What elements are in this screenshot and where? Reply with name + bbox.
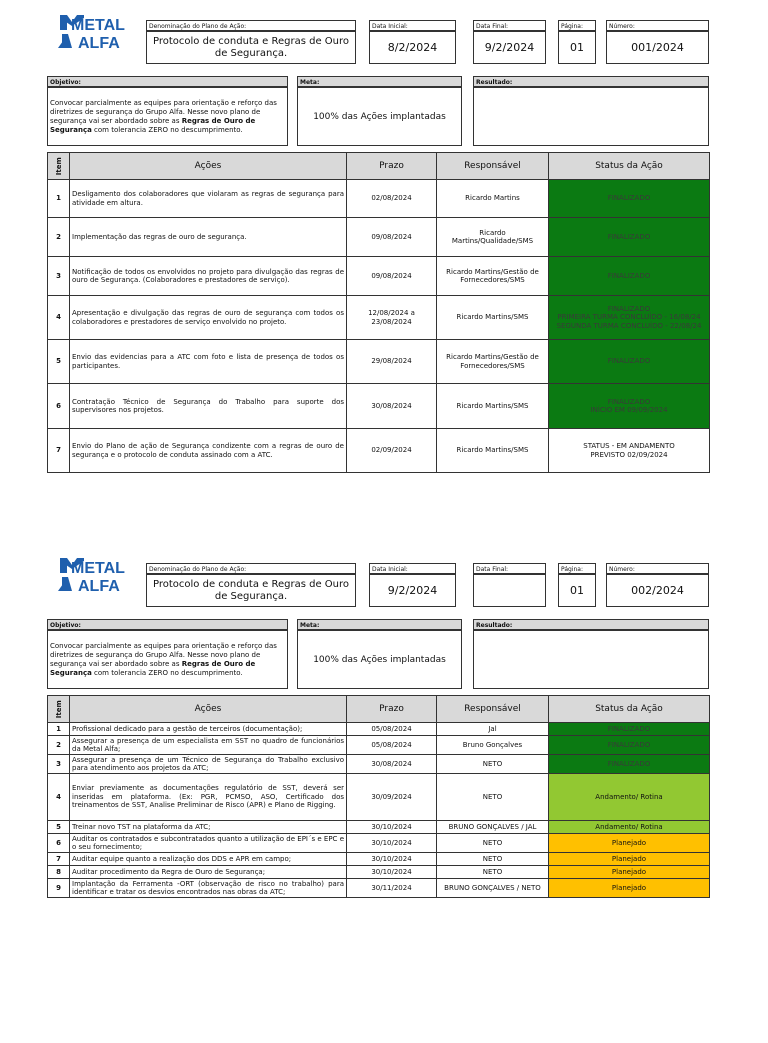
status-cell: Planejado [549, 834, 710, 853]
acao-cell: Envio do Plano de ação de Segurança condizente com a regras de ouro de segurança e o protocolo de conduta assinado com a ATC. [70, 429, 347, 473]
prazo-cell: 02/08/2024 [347, 180, 437, 218]
status-cell: Andamento/ Rotina [549, 821, 710, 834]
table-row [48, 774, 710, 821]
item-header: Item [48, 153, 70, 180]
data-inicial-label: Data Inicial: [369, 20, 456, 31]
acao-cell: Notificação de todos os envolvidos no projeto para divulgação das regras de ouro de Segurança. (Colaboradores e prestadores de serviço). [70, 257, 347, 296]
item-cell: 1 [48, 723, 70, 736]
table-row [48, 853, 710, 866]
table-row [48, 821, 710, 834]
table-row [48, 866, 710, 879]
status-cell: FINALIZADO [549, 755, 710, 774]
pagina-value: 01 [558, 31, 596, 64]
table-row [48, 384, 710, 429]
resultado-label: Resultado: [473, 619, 709, 630]
prazo-cell: 30/10/2024 [347, 821, 437, 834]
prazo-cell: 09/08/2024 [347, 218, 437, 257]
acoes-header: Ações [70, 153, 347, 180]
responsavel-cell: Jal [437, 723, 549, 736]
item-cell: 7 [48, 853, 70, 866]
logo-text-1: METAL [71, 560, 125, 577]
responsavel-header: Responsável [437, 696, 549, 723]
item-cell: 6 [48, 834, 70, 853]
status-cell: FINALIZADO [549, 180, 710, 218]
responsavel-cell: NETO [437, 834, 549, 853]
item-header: Item [48, 696, 70, 723]
acao-cell: Assegurar a presença de um Técnico de Segurança do Trabalho exclusivo para atendimento aos projetos da ATC; [70, 755, 347, 774]
table-row [48, 218, 710, 257]
pagina-value: 01 [558, 574, 596, 607]
actions-table [47, 695, 710, 898]
metal-alfa-logo [58, 555, 130, 603]
prazo-cell: 30/09/2024 [347, 774, 437, 821]
logo-text-2: ALFA [78, 578, 120, 595]
denominacao-label: Denominação do Plano de Ação: [146, 563, 356, 574]
numero-value: 001/2024 [606, 31, 709, 64]
status-cell: FINALIZADO INÍCIO EM 09/09/2024 [549, 384, 710, 429]
acao-cell: Desligamento dos colaboradores que violaram as regras de segurança para atividade em altura. [70, 180, 347, 218]
responsavel-cell: NETO [437, 853, 549, 866]
status-cell: Planejado [549, 879, 710, 898]
status-header: Status da Ação [549, 696, 710, 723]
meta-label: Meta: [297, 76, 462, 87]
data-final-label: Data Final: [473, 563, 546, 574]
prazo-cell: 30/10/2024 [347, 834, 437, 853]
status-cell: FINALIZADO [549, 257, 710, 296]
item-cell: 7 [48, 429, 70, 473]
status-cell: FINALIZADO PRIMEIRA TURMA CONCLUÍDO - 16/08/24 SEGUNDA TURMA CONCLUÍDO - 22/08/24 [549, 296, 710, 340]
acoes-header: Ações [70, 696, 347, 723]
acao-cell: Profissional dedicado para a gestão de terceiros (documentação); [70, 723, 347, 736]
table-row [48, 755, 710, 774]
responsavel-cell: Ricardo Martins/SMS [437, 296, 549, 340]
acao-cell: Apresentação e divulgação das regras de ouro de segurança com todos os colaboradores e prestadores de serviço envolvido no projeto. [70, 296, 347, 340]
resultado-label: Resultado: [473, 76, 709, 87]
prazo-cell: 30/08/2024 [347, 384, 437, 429]
table-row [48, 257, 710, 296]
item-cell: 5 [48, 340, 70, 384]
prazo-header: Prazo [347, 153, 437, 180]
denominacao-value: Protocolo de conduta e Regras de Ouro de Segurança. [146, 31, 356, 64]
acao-cell: Implantação da Ferramenta -ORT (observação de risco no trabalho) para identificar e tratar os desvios encontrados nas obras da ATC; [70, 879, 347, 898]
item-cell: 8 [48, 866, 70, 879]
prazo-cell: 12/08/2024 a 23/08/2024 [347, 296, 437, 340]
table-row [48, 834, 710, 853]
numero-label: Número: [606, 563, 709, 574]
acao-cell: Assegurar a presença de um especialista em SST no quadro de funcionários da Metal Alfa; [70, 736, 347, 755]
item-cell: 2 [48, 218, 70, 257]
pagina-label: Página: [558, 563, 596, 574]
prazo-cell: 30/10/2024 [347, 866, 437, 879]
item-cell: 3 [48, 257, 70, 296]
prazo-cell: 30/10/2024 [347, 853, 437, 866]
objetivo-value: Convocar parcialmente as equipes para orientação e reforço das diretrizes de segurança do Grupo Alfa. Nesse novo plano de segurança vai ser abordado sobre as Regras de Ouro de Segurança com tolerancia ZERO no descumprimento. [47, 87, 288, 146]
item-cell: 6 [48, 384, 70, 429]
meta-label: Meta: [297, 619, 462, 630]
table-header-row [48, 696, 710, 723]
objetivo-label: Objetivo: [47, 76, 288, 87]
resultado-value [473, 630, 709, 689]
item-cell: 4 [48, 774, 70, 821]
data-inicial-label: Data Inicial: [369, 563, 456, 574]
item-cell: 3 [48, 755, 70, 774]
prazo-cell: 05/08/2024 [347, 723, 437, 736]
logo-text-2: ALFA [78, 35, 120, 52]
status-cell: FINALIZADO [549, 723, 710, 736]
responsavel-cell: BRUNO GONÇALVES / JAL [437, 821, 549, 834]
metal-alfa-logo [58, 12, 130, 60]
prazo-cell: 02/09/2024 [347, 429, 437, 473]
responsavel-cell: BRUNO GONÇALVES / NETO [437, 879, 549, 898]
status-cell: FINALIZADO [549, 218, 710, 257]
table-row [48, 736, 710, 755]
acao-cell: Implementação das regras de ouro de segurança. [70, 218, 347, 257]
responsavel-cell: Ricardo Martins [437, 180, 549, 218]
responsavel-cell: Bruno Gonçalves [437, 736, 549, 755]
numero-label: Número: [606, 20, 709, 31]
table-row [48, 879, 710, 898]
denominacao-label: Denominação do Plano de Ação: [146, 20, 356, 31]
objetivo-value: Convocar parcialmente as equipes para orientação e reforço das diretrizes de segurança do Grupo Alfa. Nesse novo plano de segurança vai ser abordado sobre as Regras de Ouro de Segurança com tolerancia ZERO no descumprimento. [47, 630, 288, 689]
acao-cell: Treinar novo TST na plataforma da ATC; [70, 821, 347, 834]
responsavel-cell: NETO [437, 866, 549, 879]
status-cell: FINALIZADO [549, 736, 710, 755]
acao-cell: Auditar procedimento da Regra de Ouro de Segurança; [70, 866, 347, 879]
prazo-cell: 30/08/2024 [347, 755, 437, 774]
actions-table [47, 152, 710, 473]
denominacao-value: Protocolo de conduta e Regras de Ouro de Segurança. [146, 574, 356, 607]
data-final-value [473, 574, 546, 607]
prazo-cell: 30/11/2024 [347, 879, 437, 898]
acao-cell: Auditar equipe quanto a realização dos DDS e APR em campo; [70, 853, 347, 866]
item-cell: 1 [48, 180, 70, 218]
responsavel-cell: Ricardo Martins/Gestão de Fornecedores/SMS [437, 257, 549, 296]
action-plan-2 [0, 543, 768, 1043]
objetivo-label: Objetivo: [47, 619, 288, 630]
status-cell: Planejado [549, 866, 710, 879]
responsavel-header: Responsável [437, 153, 549, 180]
pagina-label: Página: [558, 20, 596, 31]
responsavel-cell: Ricardo Martins/Gestão de Fornecedores/SMS [437, 340, 549, 384]
table-row [48, 429, 710, 473]
action-plan-1 [0, 0, 768, 500]
item-cell: 4 [48, 296, 70, 340]
resultado-value [473, 87, 709, 146]
status-cell: STATUS - EM ANDAMENTO PREVISTO 02/09/2024 [549, 429, 710, 473]
data-inicial-value: 8/2/2024 [369, 31, 456, 64]
prazo-cell: 09/08/2024 [347, 257, 437, 296]
status-cell: Andamento/ Rotina [549, 774, 710, 821]
data-final-label: Data Final: [473, 20, 546, 31]
responsavel-cell: Ricardo Martins/SMS [437, 429, 549, 473]
acao-cell: Envio das evidencias para a ATC com foto e lista de presença de todos os participantes. [70, 340, 347, 384]
prazo-cell: 05/08/2024 [347, 736, 437, 755]
prazo-cell: 29/08/2024 [347, 340, 437, 384]
table-row [48, 723, 710, 736]
responsavel-cell: NETO [437, 755, 549, 774]
acao-cell: Contratação Técnico de Segurança do Trabalho para suporte dos supervisores nos projetos. [70, 384, 347, 429]
item-cell: 5 [48, 821, 70, 834]
prazo-header: Prazo [347, 696, 437, 723]
numero-value: 002/2024 [606, 574, 709, 607]
item-cell: 2 [48, 736, 70, 755]
responsavel-cell: NETO [437, 774, 549, 821]
data-inicial-value: 9/2/2024 [369, 574, 456, 607]
meta-value: 100% das Ações implantadas [297, 630, 462, 689]
table-row [48, 340, 710, 384]
item-cell: 9 [48, 879, 70, 898]
table-row [48, 296, 710, 340]
table-row [48, 180, 710, 218]
status-header: Status da Ação [549, 153, 710, 180]
acao-cell: Enviar previamente as documentações regulatório de SST, deverá ser inseridas em plataforma. (Ex: PGR, PCMSO, ASO, Certificado dos treinamentos de SST, Analise Preliminar de Risco (APR) e Plano de Rigging. [70, 774, 347, 821]
acao-cell: Auditar os contratados e subcontratados quanto a utilização de EPI´s e EPC e o seu fornecimento; [70, 834, 347, 853]
data-final-value: 9/2/2024 [473, 31, 546, 64]
status-cell: Planejado [549, 853, 710, 866]
logo-text-1: METAL [71, 17, 125, 34]
responsavel-cell: Ricardo Martins/SMS [437, 384, 549, 429]
status-cell: FINALIZADO [549, 340, 710, 384]
responsavel-cell: Ricardo Martins/Qualidade/SMS [437, 218, 549, 257]
meta-value: 100% das Ações implantadas [297, 87, 462, 146]
table-header-row [48, 153, 710, 180]
